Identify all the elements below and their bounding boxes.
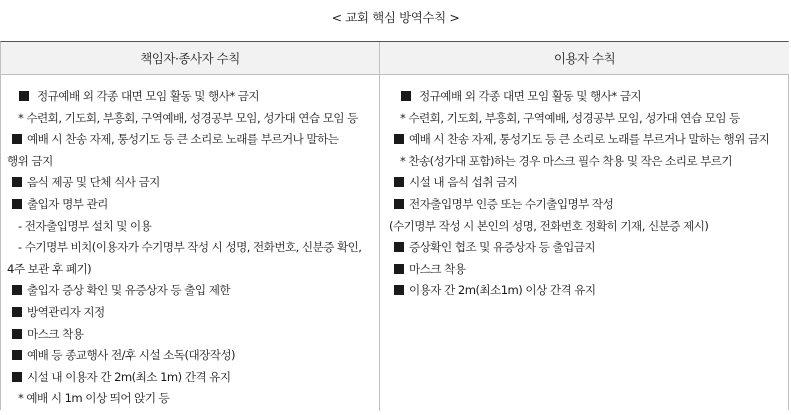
header-manager-rules: 책임자·종사자 수칙 (1, 42, 379, 75)
rule-item: 방역관리자 지정 (7, 302, 377, 324)
rule-item: 출입자 증상 확인 및 유증상자 등 출입 제한 (7, 280, 377, 302)
rule-subitem: - 수기명부 비치(이용자가 수기명부 작성 시 성명, 전화번호, 신분증 확인, (18, 240, 362, 255)
user-rules-column (389, 86, 787, 302)
rule-note: * 수련회, 기도회, 부흥회, 구역예배, 성경공부 모임, 성가대 연습 모임 등 (400, 110, 740, 125)
rule-item: 예배 등 종교행사 전/후 시설 소독(대장작성) (7, 345, 377, 367)
square-bullet-icon (394, 134, 404, 144)
rule-item: 마스크 착용 (7, 324, 377, 346)
square-bullet-icon (12, 199, 22, 209)
square-bullet-icon (12, 350, 22, 360)
square-bullet-icon (12, 372, 22, 382)
rule-item: 정규예배 외 각종 대면 모임 활동 및 행사* 금지 (7, 86, 377, 108)
rule-item-continued: (수기명부 작성 시 본인의 성명, 전화번호 정확히 기재, 신분증 제시) (389, 218, 709, 233)
rule-note: * 수련회, 기도회, 부흥회, 구역예배, 성경공부 모임, 성가대 연습 모임 등 (18, 110, 358, 125)
rule-note: * 예배 시 1m 이상 띄어 앉기 등 (18, 391, 170, 406)
header-user-rules: 이용자 수칙 (380, 42, 789, 75)
square-bullet-icon (12, 285, 22, 295)
column-divider (379, 42, 380, 411)
rule-item: 예배 시 찬송 자제, 통성기도 등 큰 소리로 노래를 부르거나 말하는 (7, 129, 377, 151)
rule-item: 전자출입명부 인증 또는 수기출입명부 작성 (389, 194, 787, 216)
rule-item: 증상확인 협조 및 유증상자 등 출입금지 (389, 237, 787, 259)
square-bullet-icon (12, 134, 22, 144)
square-bullet-icon (12, 329, 22, 339)
rule-item: 정규예배 외 각종 대면 모임 활동 및 행사* 금지 (389, 86, 787, 108)
rule-item: 이용자 간 2m(최소1m) 이상 간격 유지 (389, 280, 787, 302)
square-bullet-icon (394, 199, 404, 209)
manager-rules-column (7, 86, 377, 410)
rule-item: 시설 내 음식 섭취 금지 (389, 172, 787, 194)
square-bullet-icon (12, 307, 22, 317)
document-title: < 교회 핵심 방역수칙 > (331, 10, 460, 25)
rule-item: 예배 시 찬송 자제, 통성기도 등 큰 소리로 노래를 부르거나 말하는 행위 금지 (389, 129, 787, 151)
square-bullet-icon (394, 264, 404, 274)
rule-item: 시설 내 이용자 간 2m(최소 1m) 간격 유지 (7, 367, 377, 389)
square-bullet-icon (401, 91, 411, 101)
rule-item-continued: 행위 금지 (7, 153, 53, 168)
square-bullet-icon (394, 177, 404, 187)
rule-item: 마스크 착용 (389, 259, 787, 281)
rules-table (0, 41, 789, 410)
square-bullet-icon (394, 285, 404, 295)
rule-item: 출입자 명부 관리 (7, 194, 377, 216)
rule-subitem: - 전자출입명부 설치 및 이용 (18, 218, 152, 233)
square-bullet-icon (12, 177, 22, 187)
rule-item-continued: 4주 보관 후 폐기) (7, 261, 92, 276)
square-bullet-icon (394, 242, 404, 252)
rule-note: * 찬송(성가대 포함)하는 경우 마스크 필수 착용 및 작은 소리로 부르기 (400, 153, 733, 168)
rule-item: 음식 제공 및 단체 식사 금지 (7, 172, 377, 194)
square-bullet-icon (19, 91, 29, 101)
